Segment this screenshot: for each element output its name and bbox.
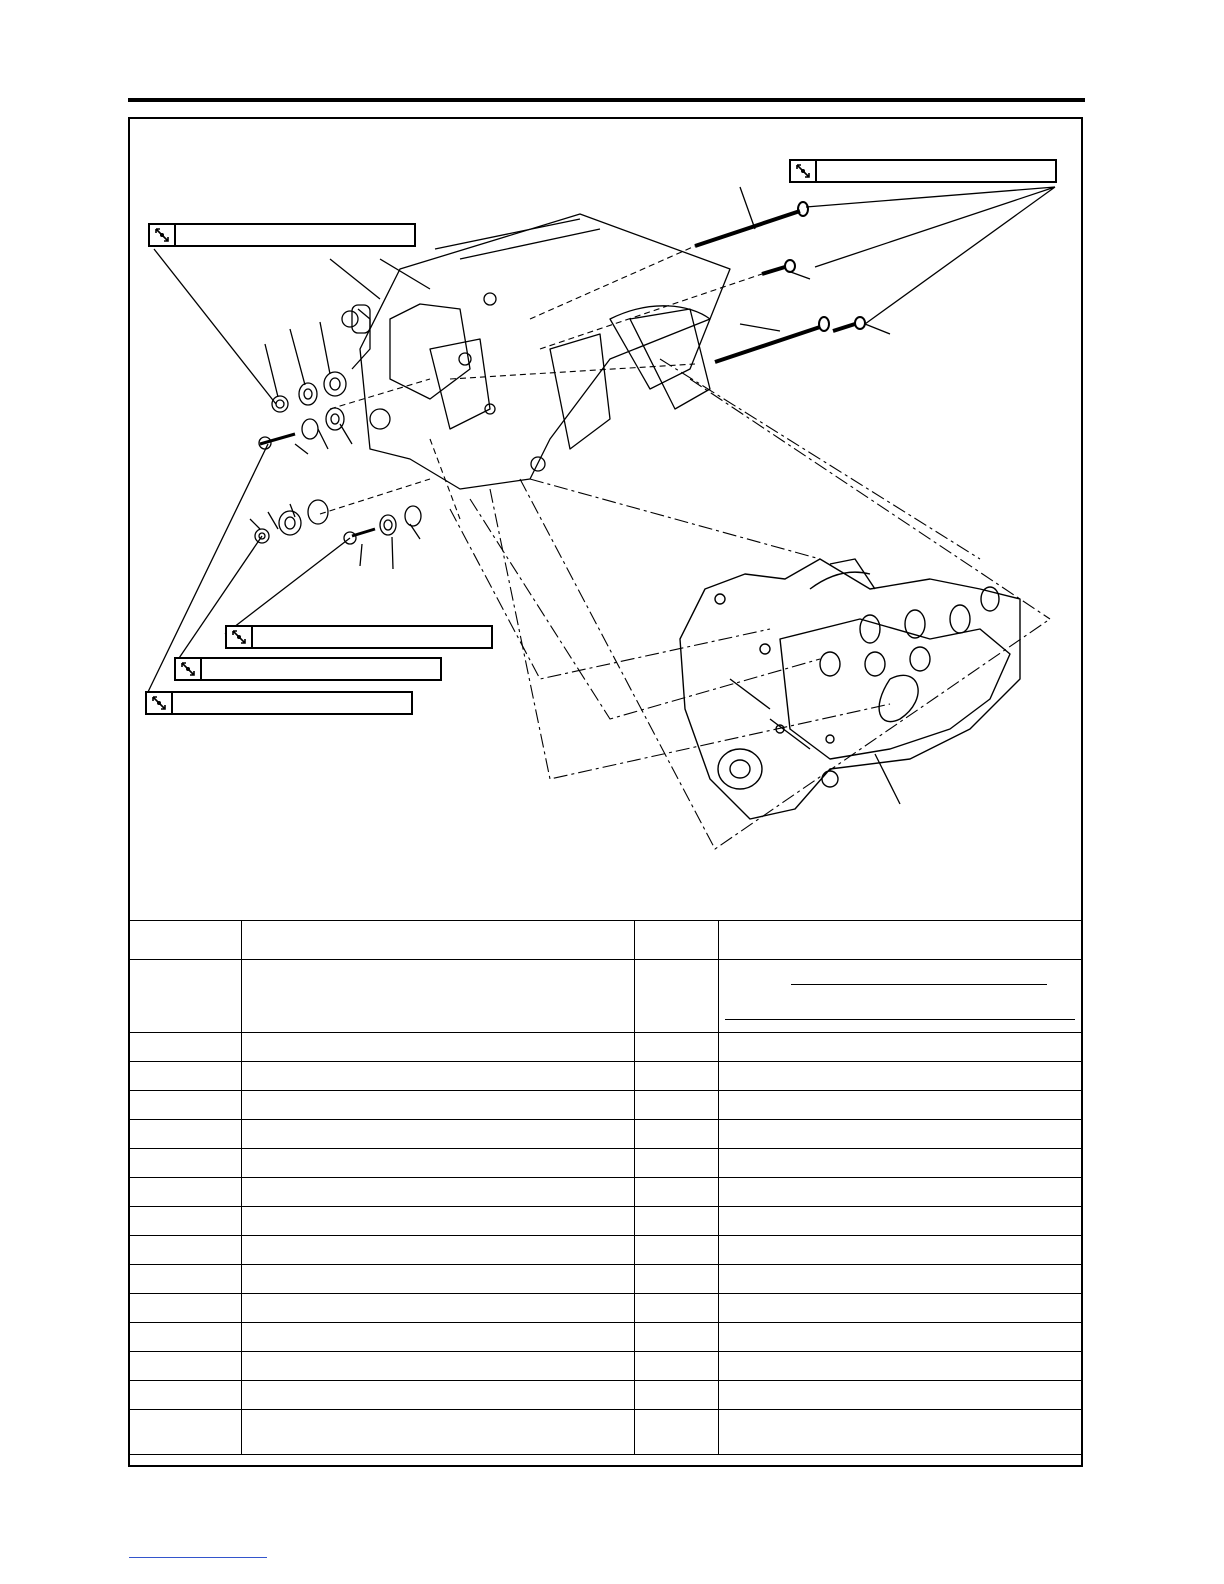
header-rule	[128, 98, 1085, 102]
torque-wrench-icon	[227, 627, 253, 647]
table-row	[130, 1323, 1081, 1352]
frame-spar	[610, 306, 710, 389]
table-row	[130, 1178, 1081, 1207]
table-row	[130, 1410, 1081, 1455]
header-remarks	[718, 921, 1081, 960]
leader-upper-left	[154, 249, 276, 404]
torque-wrench-icon	[176, 659, 202, 679]
footer-link[interactable]	[129, 1557, 267, 1558]
table-row	[130, 1236, 1081, 1265]
torque-wrench-icon	[791, 161, 817, 181]
header-order	[130, 921, 241, 960]
torque-spec-lower-1	[225, 625, 493, 649]
header-job	[241, 921, 634, 960]
torque-spec-top-right	[789, 159, 1057, 183]
torque-wrench-icon	[150, 225, 176, 245]
bushings-left	[255, 372, 421, 544]
table-row	[130, 960, 1081, 1033]
parts-table	[130, 920, 1081, 1455]
table-row	[130, 1062, 1081, 1091]
torque-spec-lower-2	[174, 657, 442, 681]
table-row	[130, 1294, 1081, 1323]
table-row	[130, 1265, 1081, 1294]
remarks-underline	[725, 1019, 1075, 1020]
table-row	[130, 1381, 1081, 1410]
header-qty	[634, 921, 718, 960]
table-header-row	[130, 921, 1081, 960]
table-row	[130, 1033, 1081, 1062]
torque-spec-upper-left	[148, 223, 416, 247]
table-row	[130, 1207, 1081, 1236]
table-row	[130, 1091, 1081, 1120]
table-row	[130, 1352, 1081, 1381]
table-row	[130, 1120, 1081, 1149]
leader-lower-1	[225, 538, 350, 634]
engine-block	[680, 559, 1020, 819]
frame-outline	[360, 214, 730, 489]
torque-spec-lower-3	[145, 691, 413, 715]
table-row	[130, 1149, 1081, 1178]
long-bolts	[695, 202, 865, 362]
leader-top-right	[806, 187, 1055, 324]
torque-wrench-icon	[147, 693, 173, 713]
remarks-cell	[718, 960, 1081, 1033]
